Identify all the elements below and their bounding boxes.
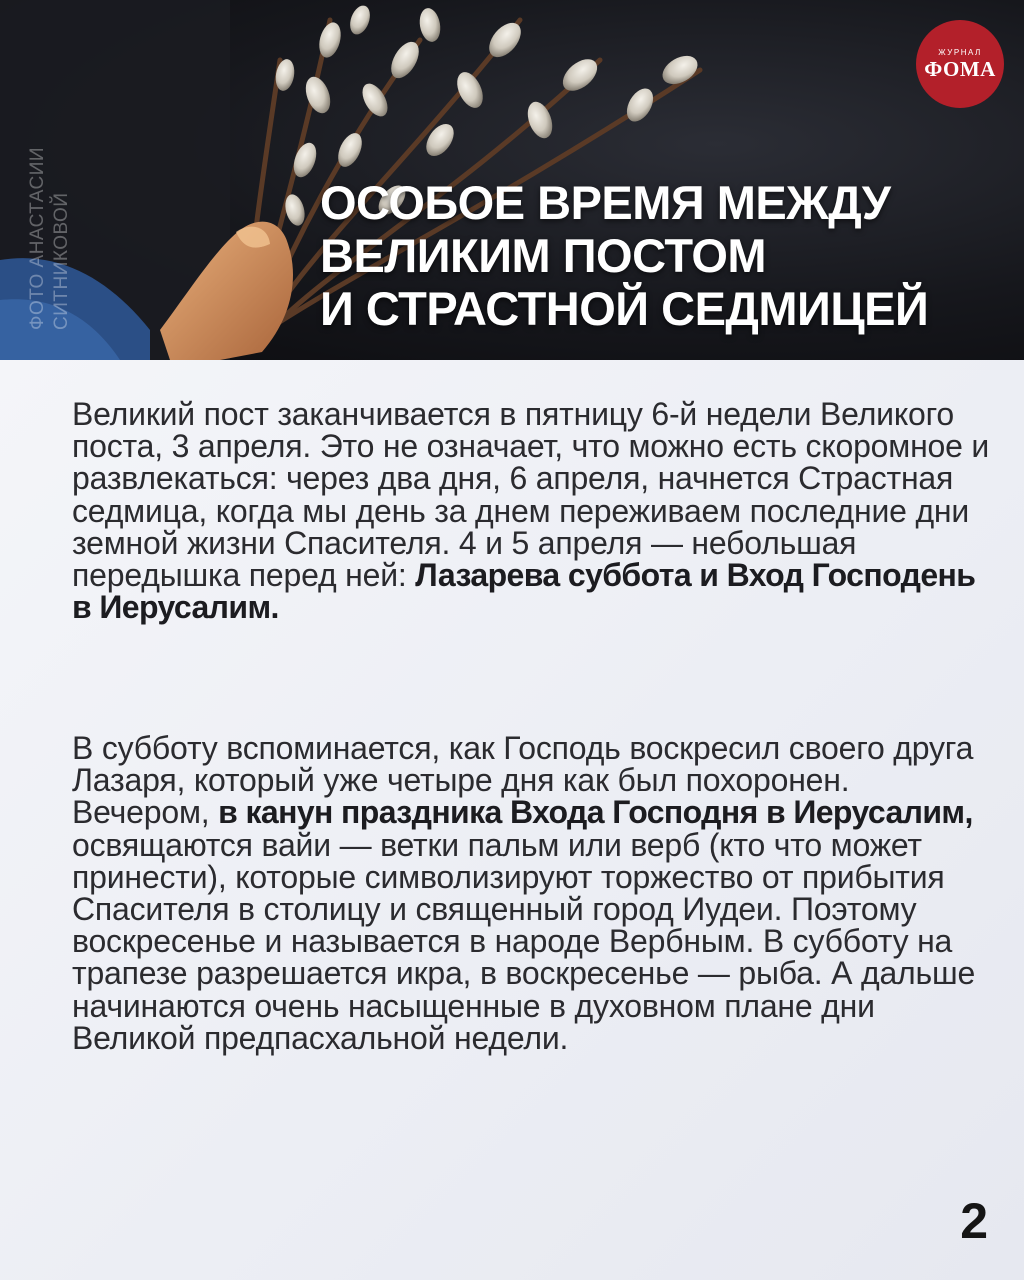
paragraph-1 [72, 396, 992, 626]
header-photo [0, 0, 1024, 360]
paragraph-1-text: Великий пост заканчивается в пятницу 6-й недели Великого поста, 3 апреля. Это не означает, что можно есть скоромное и развлекаться: через два дня, 6 апреля, начнется Страстная седмица, когда мы день за днем переживаем последние дни земной жизни Спасителя. 4 и 5 апреля — небольшая передышка перед ней: [72, 396, 990, 594]
page-number: 2 [960, 1193, 988, 1249]
title-line-3: И СТРАСТНОЙ СЕДМИЦЕЙ [320, 282, 929, 335]
paragraph-2-text-before: В субботу вспоминается, как Господь воскресил своего друга Лазаря, который уже четыре дня как был похоронен. Вечером, [72, 730, 974, 831]
paragraph-2-bold: в канун праздника Входа Господня в Иерусалим, [218, 794, 973, 831]
article-body [0, 360, 1024, 1280]
photo-credit-line1: ФОТО АНАСТАСИИ [27, 146, 48, 330]
paragraph-2-text-after: освящаются вайи — ветки пальм или верб (кто что может принести), которые символизируют торжество от прибытия Спасителя в столицу и священный город Иудеи. Поэтому воскресенье и называется в народе Вербным. В субботу на трапезе разрешается икра, в воскресенье — рыба. А дальше начинаются очень насыщенные в духовном плане дни Великой предпасхальной недели. [72, 826, 976, 1056]
photo-credit [26, 80, 86, 330]
logo-title: ФОМА [924, 57, 996, 81]
photo-credit-line2: СИТНИКОВОЙ [51, 192, 72, 330]
title-line-1: ОСОБОЕ ВРЕМЯ МЕЖДУ [320, 176, 891, 229]
foma-logo [916, 20, 1004, 108]
page-title [320, 176, 1000, 335]
paragraph-1-bold: Лазарева суббота и Вход Господень в Иерусалим. [72, 557, 976, 626]
title-line-2: ВЕЛИКИМ ПОСТОМ [320, 229, 767, 282]
logo-magazine-label: ЖУРНАЛ [938, 48, 982, 57]
paragraph-2 [72, 732, 992, 1054]
